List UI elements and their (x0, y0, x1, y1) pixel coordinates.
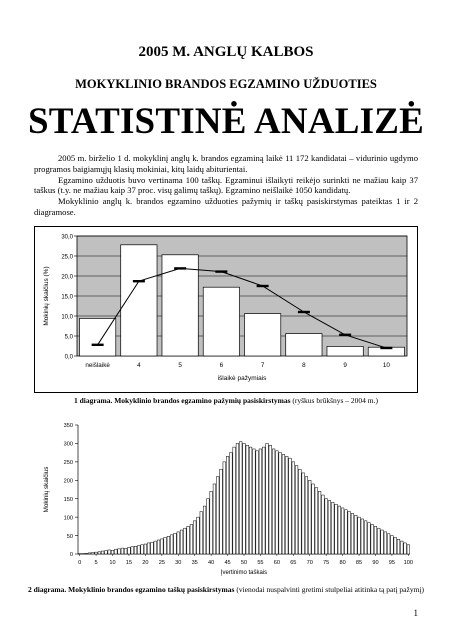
header-line2: MOKYKLINIO BRANDOS EGZAMINO UŽDUOTIES (75, 77, 377, 91)
bar-87 (364, 521, 367, 554)
x-tick-label: 6 (219, 362, 224, 369)
bar-42 (216, 477, 219, 554)
x-tick-label: 10 (109, 560, 116, 566)
bar-69 (305, 477, 308, 554)
x-tick-label: 40 (208, 560, 215, 566)
x-tick-label: 90 (372, 560, 379, 566)
bar-92 (381, 530, 384, 554)
bar-54 (256, 451, 259, 554)
bar-46 (230, 453, 233, 554)
y-tick-label: 20,0 (61, 274, 73, 281)
x-tick-label: 20 (142, 560, 149, 566)
page-number: 1 (413, 608, 418, 618)
bar-63 (285, 456, 288, 554)
bar-83 (351, 513, 354, 554)
x-tick-label: 35 (191, 560, 198, 566)
bar-31 (180, 530, 183, 554)
chart2-caption-bold: 2 diagrama. Mokyklinio brandos egzamino taškų pasiskirstymas (27, 585, 235, 594)
bar-15 (128, 547, 131, 554)
y-tick-label: 300 (63, 441, 73, 448)
x-tick-label: 45 (224, 560, 231, 566)
bar-10 (111, 550, 114, 554)
y-axis-label: Mokinių skaičius (43, 466, 50, 513)
intro-paragraph-1: 2005 m. birželio 1 d. mokyklinį anglų k. brandos egzaminą laikė 11 172 kandidatai – vidurinio ugdymo programos baigiamųjų klasių mokiniai, kitų laidų abiturientai. (34, 153, 418, 174)
x-tick-label: 10 (382, 362, 390, 369)
bar-76 (328, 501, 331, 554)
y-tick-label: 200 (63, 478, 73, 485)
bar-17 (134, 546, 137, 554)
x-tick-label: 75 (323, 560, 330, 566)
bar-52 (249, 447, 252, 554)
y-tick-label: 15,0 (61, 294, 73, 301)
x-tick-label: 0 (78, 560, 82, 566)
bar-73 (318, 491, 321, 554)
bar-20 (144, 544, 147, 554)
bar-88 (368, 523, 371, 554)
y-tick-label: 50 (66, 533, 73, 540)
y-tick-label: 150 (63, 496, 73, 503)
bar-82 (348, 512, 351, 554)
bar-70 (308, 480, 311, 554)
bar-27 (167, 536, 170, 554)
bar-7 (244, 314, 280, 356)
bar-35 (193, 521, 196, 554)
bar-49 (239, 442, 242, 554)
chart1-svg (35, 227, 417, 392)
x-tick-label: 15 (125, 560, 133, 566)
bar-37 (200, 512, 203, 554)
bar-62 (282, 454, 285, 554)
bar-67 (299, 469, 302, 554)
header-line1: 2005 M. ANGLŲ KALBOS (138, 44, 314, 60)
bar-3 (88, 553, 91, 554)
bar-89 (371, 525, 374, 554)
bar-94 (387, 534, 390, 554)
x-tick-label: 50 (240, 560, 248, 566)
bar-25 (161, 539, 164, 554)
bar-21 (147, 543, 150, 554)
bar-9 (327, 346, 363, 356)
bar-59 (272, 449, 275, 554)
x-tick-label: 7 (260, 362, 265, 369)
x-tick-label: 55 (257, 560, 264, 566)
bar-4 (91, 553, 94, 554)
x-tick-label: 100 (403, 560, 414, 566)
bar-8 (105, 551, 108, 554)
bar-34 (190, 525, 193, 554)
x-tick-label: 95 (388, 560, 396, 566)
bar-12 (118, 549, 121, 554)
bar-80 (341, 508, 344, 554)
x-axis-label: Įvertinimo taškais (220, 570, 268, 576)
bar-98 (400, 541, 403, 554)
bar-11 (114, 549, 117, 554)
chart1-caption (20, 396, 432, 405)
x-axis-label: išlaikė pažymiais (217, 375, 267, 382)
x-tick-label: 9 (343, 362, 347, 369)
bar-43 (220, 469, 223, 554)
bar-32 (184, 528, 187, 554)
bar-45 (226, 456, 229, 554)
intro-paragraph-2: Egzamino užduotis buvo vertinama 100 taškų. Egzaminui išlaikyti reikėjo surinkti ne mažiau kaip 37 taškus (t.y. ne mažiau kaip 37 proc. visų galimų taškų). Egzamino neišlaikė 1050 kandidatų. (34, 174, 418, 196)
bar-14 (124, 548, 127, 554)
y-tick-label: 0 (69, 552, 73, 559)
y-tick-label: 0,0 (64, 354, 73, 361)
bar-26 (164, 537, 167, 554)
chart1-caption-normal: (ryškus brūkšnys – 2004 m.) (290, 396, 378, 405)
bar-71 (312, 484, 315, 554)
page-title: STATISTINĖ ANALIZĖ (27, 101, 425, 142)
bar-81 (345, 510, 348, 554)
x-tick-label: 25 (158, 560, 165, 566)
bar-38 (203, 506, 206, 554)
bar-44 (223, 462, 226, 554)
bar-84 (354, 515, 357, 554)
bar-78 (335, 504, 338, 554)
x-tick-label: 5 (178, 362, 182, 369)
bar-75 (325, 499, 328, 554)
bar-53 (253, 449, 256, 554)
x-tick-label: neišlaikė (85, 362, 110, 369)
bar-39 (207, 499, 210, 554)
bar-2 (85, 553, 88, 554)
y-tick-label: 30,0 (61, 234, 73, 241)
bar-100 (407, 545, 410, 554)
bar-60 (276, 451, 279, 554)
bar-90 (374, 526, 377, 554)
y-tick-label: 250 (63, 460, 73, 467)
bar-47 (233, 447, 236, 554)
x-tick-label: 70 (306, 560, 313, 566)
bar-68 (302, 473, 305, 554)
bar-5 (95, 552, 98, 554)
bar-33 (187, 526, 190, 554)
bar-8 (286, 334, 322, 356)
x-tick-label: 30 (175, 560, 182, 566)
bar-28 (170, 535, 173, 554)
bar-66 (295, 466, 298, 554)
bar-77 (331, 502, 334, 554)
bar-9 (108, 550, 111, 554)
bar-96 (394, 537, 397, 554)
bar-58 (269, 445, 272, 554)
bar-93 (384, 532, 387, 554)
bar-64 (289, 458, 292, 554)
x-tick-label: 5 (94, 560, 98, 566)
bar-65 (292, 462, 295, 554)
bar-40 (210, 491, 213, 554)
chart2-caption (20, 585, 432, 594)
x-tick-label: 8 (302, 362, 306, 369)
bar-19 (141, 545, 144, 554)
bar-6 (98, 552, 101, 554)
bar-24 (157, 540, 160, 554)
bar-85 (358, 517, 361, 554)
bar-95 (391, 536, 394, 554)
bar-91 (377, 528, 380, 554)
bar-6 (203, 287, 239, 356)
bar-22 (151, 542, 154, 554)
bar-74 (322, 495, 325, 554)
bar-41 (213, 484, 216, 554)
bar-23 (154, 541, 157, 554)
bar-18 (137, 546, 140, 554)
bar-51 (246, 445, 249, 554)
bar-55 (259, 449, 262, 554)
bar-16 (131, 547, 134, 554)
bar-13 (121, 548, 124, 554)
bar-61 (279, 453, 282, 554)
intro-paragraph-3: Mokyklinio anglų k. brandos egzamino užduoties pažymių ir taškų pasiskirstymas pateiktas 1 ir 2 diagramose. (34, 196, 418, 217)
bar-86 (361, 519, 364, 554)
y-tick-label: 25,0 (61, 254, 73, 261)
bar-29 (174, 533, 177, 554)
chart1-frame (34, 226, 418, 393)
bar-7 (101, 551, 104, 554)
x-tick-label: 80 (339, 560, 346, 566)
bar-36 (197, 517, 200, 554)
bar-56 (262, 447, 265, 554)
bar-72 (315, 488, 318, 554)
intro-text (34, 153, 418, 218)
bar-30 (177, 532, 180, 554)
bar-57 (266, 443, 269, 554)
x-tick-label: 60 (273, 560, 280, 566)
y-tick-label: 5,0 (64, 334, 73, 341)
bar-5 (162, 255, 198, 356)
bar-neišlaikė (79, 318, 115, 356)
x-tick-label: 65 (290, 560, 297, 566)
bar-99 (404, 543, 407, 554)
y-tick-label: 100 (63, 515, 73, 522)
bar-50 (243, 443, 246, 554)
y-axis-label: Mokinių skaičius (%) (43, 266, 50, 326)
chart2-caption-normal: (vienodai nuspalvinti gretimi stulpeliai atitinka tą patį pažymį) (234, 585, 425, 594)
x-tick-label: 4 (137, 362, 141, 369)
y-tick-label: 10,0 (61, 314, 73, 321)
x-tick-label: 85 (355, 560, 363, 566)
chart2-svg (34, 418, 418, 584)
chart1-caption-bold: 1 diagrama. Mokyklinio brandos egzamino pažymių pasiskirstymas (74, 396, 291, 405)
bar-79 (338, 506, 341, 554)
bar-48 (236, 443, 239, 554)
y-tick-label: 350 (63, 423, 73, 430)
bar-97 (397, 539, 400, 554)
